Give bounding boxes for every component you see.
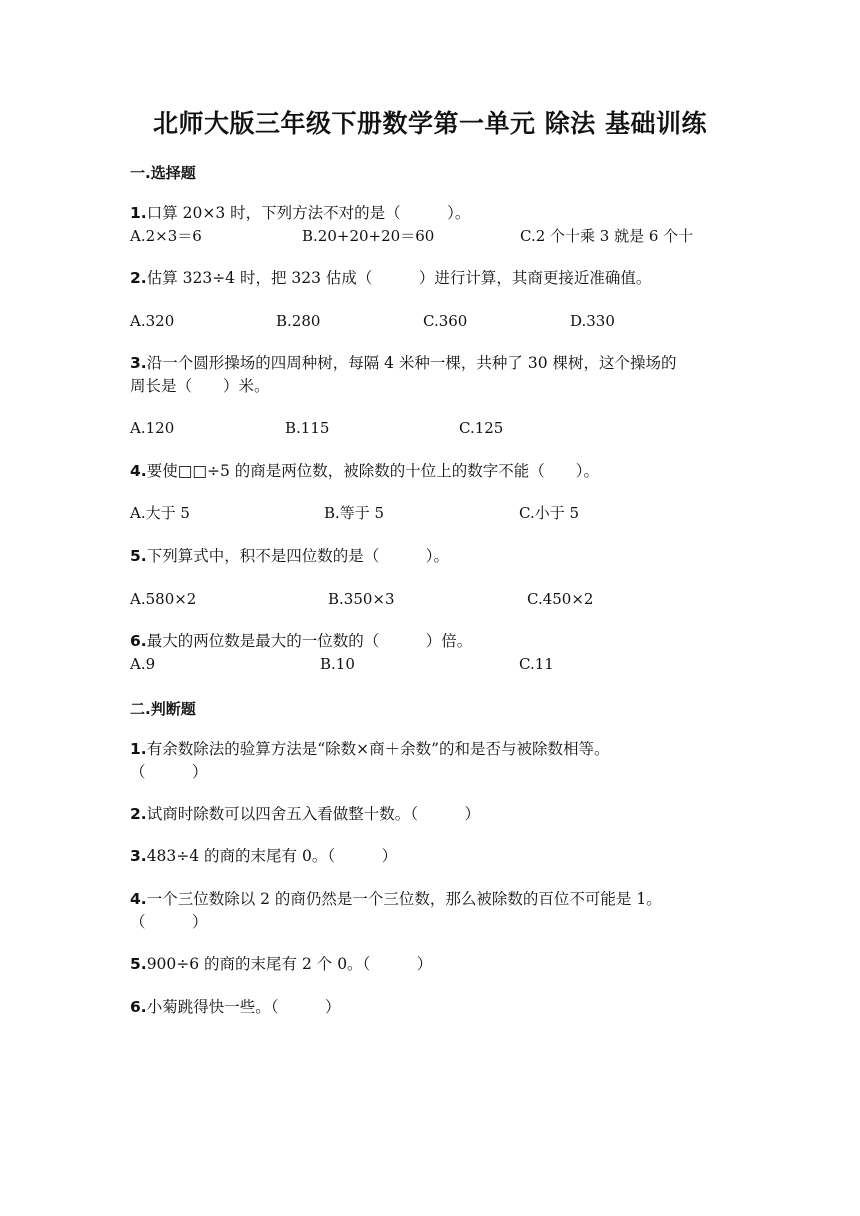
option-c: C.2 个十乘 3 就是 6 个十 bbox=[520, 227, 694, 245]
question-text: 沿一个圆形操场的四周种树，每隔 4 米种一棵，共种了 30 棵树，这个操场的 bbox=[146, 354, 677, 372]
judgement-5 bbox=[130, 954, 432, 974]
question-3-continued: 周长是（ ）米。 bbox=[130, 377, 270, 395]
question-text: 要使□□÷5 的商是两位数，被除数的十位上的数字不能（ ）。 bbox=[146, 462, 600, 480]
option-b: B.等于 5 bbox=[324, 504, 385, 522]
question-text: 试商时除数可以四舍五入看做整十数。（ ） bbox=[146, 805, 480, 823]
judgement-1-answer: （ ） bbox=[130, 763, 208, 781]
judgement-3 bbox=[130, 846, 397, 866]
question-number: 4. bbox=[130, 462, 147, 480]
question-text: 一个三位数除以 2 的商仍然是一个三位数，那么被除数的百位不可能是 1。 bbox=[146, 890, 662, 908]
question-text: 900÷6 的商的末尾有 2 个 0。（ ） bbox=[146, 955, 433, 973]
question-text: 有余数除法的验算方法是“除数×商＋余数”的和是否与被除数相等。 bbox=[146, 740, 610, 758]
question-text: 下列算式中，积不是四位数的是（ ）。 bbox=[146, 547, 449, 565]
option-b: B.350×3 bbox=[328, 590, 395, 608]
option-c: C.360 bbox=[423, 312, 468, 330]
question-number: 5. bbox=[130, 955, 147, 973]
question-text: 483÷4 的商的末尾有 0。（ ） bbox=[146, 847, 398, 865]
option-c: C.小于 5 bbox=[519, 504, 580, 522]
question-text: 估算 323÷4 时，把 323 估成（ ）进行计算，其商更接近准确值。 bbox=[146, 269, 652, 287]
option-c: C.125 bbox=[459, 419, 504, 437]
question-number: 3. bbox=[130, 354, 147, 372]
option-a: A.2×3＝6 bbox=[130, 227, 202, 245]
judgement-6 bbox=[130, 997, 340, 1017]
page-title: 北师大版三年级下册数学第一单元 除法 基础训练 bbox=[153, 109, 707, 138]
question-1 bbox=[130, 203, 470, 223]
judgement-4-answer: （ ） bbox=[130, 913, 208, 931]
option-a: A.580×2 bbox=[130, 590, 197, 608]
option-c: C.450×2 bbox=[527, 590, 594, 608]
option-b: B.10 bbox=[320, 655, 355, 673]
question-text: 小菊跳得快一些。（ ） bbox=[146, 998, 341, 1016]
judgement-2 bbox=[130, 804, 480, 824]
section-heading-judgement: 二.判断题 bbox=[130, 700, 196, 718]
question-number: 5. bbox=[130, 547, 147, 565]
option-d: D.330 bbox=[570, 312, 615, 330]
question-number: 2. bbox=[130, 269, 147, 287]
question-number: 1. bbox=[130, 204, 147, 222]
option-a: A.120 bbox=[130, 419, 175, 437]
question-number: 2. bbox=[130, 805, 147, 823]
option-b: B.20+20+20＝60 bbox=[302, 227, 435, 245]
question-number: 4. bbox=[130, 890, 147, 908]
judgement-4 bbox=[130, 889, 662, 909]
question-number: 1. bbox=[130, 740, 147, 758]
question-text: 最大的两位数是最大的一位数的（ ）倍。 bbox=[146, 632, 473, 650]
question-3 bbox=[130, 353, 676, 373]
question-6 bbox=[130, 631, 472, 651]
option-a: A.320 bbox=[130, 312, 175, 330]
option-a: A.9 bbox=[130, 655, 156, 673]
question-5 bbox=[130, 546, 449, 566]
question-2 bbox=[130, 268, 651, 288]
judgement-1 bbox=[130, 739, 610, 759]
option-b: B.115 bbox=[285, 419, 330, 437]
question-number: 3. bbox=[130, 847, 147, 865]
question-4 bbox=[130, 461, 599, 481]
question-text: 口算 20×3 时，下列方法不对的是（ ）。 bbox=[146, 204, 471, 222]
question-number: 6. bbox=[130, 632, 147, 650]
option-b: B.280 bbox=[276, 312, 321, 330]
question-number: 6. bbox=[130, 998, 147, 1016]
option-a: A.大于 5 bbox=[130, 504, 190, 522]
section-heading-choice: 一.选择题 bbox=[130, 164, 196, 182]
option-c: C.11 bbox=[519, 655, 554, 673]
